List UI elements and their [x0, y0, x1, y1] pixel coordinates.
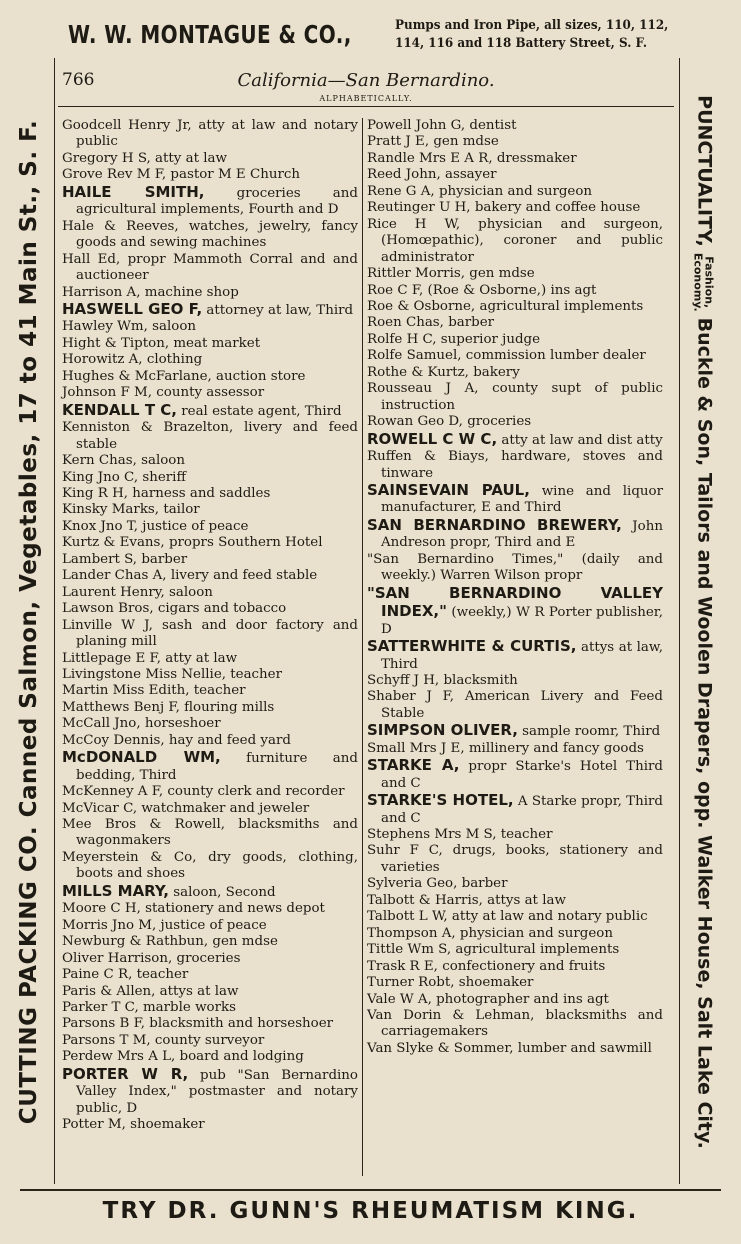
directory-entry [62, 683, 358, 699]
directory-entry [62, 784, 358, 800]
entry-description: auction store [211, 368, 306, 384]
entry-name: Mee Bros & Rowell, [62, 817, 225, 833]
entry-description: attorney at law, Third [202, 302, 354, 318]
left-ad-text: CUTTING PACKING CO. Canned Salmon, Vegetables, 17 to 41 Main St., S. F. [16, 119, 42, 1125]
entry-description: sample roomr, Third [517, 724, 661, 740]
entry-name: McDONALD WM, [62, 748, 221, 767]
entry-name: Lambert S, [62, 551, 138, 567]
entry-name: Tittle Wm S, [367, 942, 452, 958]
directory-entry [367, 283, 663, 299]
directory-entry [367, 992, 663, 1008]
entry-name: Randle Mrs E A R, [367, 150, 493, 166]
entry-name: King R H, [62, 485, 129, 501]
entry-description: atty at law and notary public [76, 118, 358, 150]
entry-name: Kenniston & Brazelton, [62, 420, 234, 436]
column-divider [362, 118, 363, 1176]
left-column [62, 118, 358, 1134]
directory-entry [62, 601, 358, 617]
directory-entry [62, 700, 358, 716]
directory-entry [62, 716, 358, 732]
directory-entry [62, 486, 358, 502]
entry-description: pub "San Bernardino Valley Index," postmaster and notary public, D [76, 1067, 358, 1116]
directory-entry [367, 876, 663, 892]
directory-entry [367, 975, 663, 991]
entry-name: Shaber J F, [367, 689, 455, 705]
directory-entry [367, 449, 663, 482]
directory-entry [62, 319, 358, 335]
directory-entry [62, 1066, 358, 1117]
directory-entry [367, 926, 663, 942]
entry-name: McKenney A F, [62, 784, 164, 800]
directory-entry [62, 369, 358, 385]
entry-name: Hawley Wm, [62, 319, 148, 335]
entry-description: hay and feed yard [164, 732, 291, 748]
entry-name: Horowitz A, [62, 352, 143, 368]
entry-name: King Jno C, [62, 469, 139, 485]
top-ad-line-2: 114, 116 and 118 Battery Street, S. F. [395, 36, 647, 51]
entry-description: county clerk and recorder [163, 784, 345, 800]
entry-description: groceries [172, 950, 241, 966]
entry-description: sash and door factory and planing mill [76, 617, 358, 650]
directory-entry [367, 299, 663, 315]
entry-description: gen mdse [208, 934, 278, 950]
directory-entry [367, 381, 663, 414]
directory-entry [62, 651, 358, 667]
right-ad-fashion: Fashion, [702, 256, 716, 309]
directory-entry [367, 365, 663, 381]
directory-entry [62, 420, 358, 453]
entry-description: saloon, Second [169, 884, 276, 900]
entry-name: Gregory H S, [62, 150, 151, 166]
entry-name: Roe C F, [367, 282, 424, 298]
entry-name: SAN BERNARDINO BREWERY, [367, 515, 622, 534]
directory-entry [62, 618, 358, 651]
left-margin-advertisement [6, 60, 52, 1184]
directory-entry [62, 352, 358, 368]
entry-name: "SAN BERNARDINO VALLEY INDEX," [367, 583, 663, 621]
entry-name: Matthews Benj F, [62, 699, 180, 715]
entry-description: stationery and news depot [140, 901, 325, 917]
entry-description: photographer and ins agt [431, 991, 609, 1007]
entry-name: Goodcell Henry Jr, [62, 118, 192, 133]
entry-name: Newburg & Rathbun, [62, 934, 209, 950]
entry-name: Lawson Bros, [62, 601, 154, 617]
entry-description: shoemaker [454, 975, 534, 991]
entry-name: Vale W A, [367, 991, 432, 1007]
entry-name: Rothe & Kurtz, [367, 364, 469, 380]
entry-name: Rene G A, [367, 183, 435, 199]
entry-description: clothing [142, 352, 203, 368]
top-ad-line-1: Pumps and Iron Pipe, all sizes, 110, 112, [395, 18, 669, 33]
entry-description: attys at law [482, 892, 566, 908]
entry-description: livery and feed stable [166, 568, 318, 584]
entry-name: Kurtz & Evans, [62, 535, 165, 551]
directory-entry [62, 967, 358, 983]
directory-entry [62, 934, 358, 950]
entry-description: blacksmiths and wagonmakers [76, 817, 358, 849]
directory-entry [62, 470, 358, 486]
entry-description: pastor M E Church [166, 167, 300, 183]
right-column [367, 118, 663, 1057]
entry-name: Martin Miss Edith, [62, 683, 190, 699]
directory-entry [367, 792, 663, 827]
entry-description: blacksmith and horseshoer [145, 1016, 334, 1032]
entry-name: PORTER W R, [62, 1064, 189, 1083]
entry-name: McVicar C, [62, 800, 138, 816]
entry-name: SIMPSON OLIVER, [367, 721, 518, 740]
entry-description: agricultural implements [451, 942, 620, 958]
entry-name: Stephens Mrs M S, [367, 827, 497, 843]
directory-entry [367, 843, 663, 876]
directory-entry [62, 733, 358, 749]
entry-description: county assessor [152, 385, 265, 401]
entry-description: teacher [189, 683, 246, 699]
entry-description: commission lumber dealer [461, 348, 646, 364]
entry-description: groceries and agricultural implements, Fourth and D [76, 185, 358, 218]
directory-entry [367, 959, 663, 975]
entry-description: harness and saddles [128, 485, 271, 501]
directory-entry [62, 118, 358, 151]
entry-description: dry goods, clothing, boots and shoes [76, 849, 358, 882]
entry-name: STARKE'S HOTEL, [367, 791, 514, 810]
entry-description: A Starke propr, Third and C [381, 794, 663, 826]
directory-entry [62, 1016, 358, 1032]
entry-description: justice of peace [156, 917, 267, 933]
entry-description: propr Mammoth Corral and and auctioneer [76, 251, 358, 284]
entry-description: lumber and sawmill [513, 1040, 652, 1056]
directory-entry [62, 585, 358, 601]
directory-entry [367, 167, 663, 183]
page-subtitle: ALPHABETICALLY. [319, 94, 413, 103]
entry-name: MILLS MARY, [62, 881, 169, 900]
entry-name: Thompson A, [367, 925, 456, 941]
entry-name: Small Mrs J E, [367, 740, 465, 756]
directory-entry [367, 893, 663, 909]
directory-entry [367, 217, 663, 266]
directory-entry [367, 315, 663, 331]
directory-entry [367, 909, 663, 925]
entry-description: atty at law and dist atty [497, 432, 663, 448]
entry-description: furniture and bedding, Third [76, 751, 358, 783]
entry-name: Linville W J, [62, 617, 153, 633]
entry-name: STARKE A, [367, 756, 460, 775]
entry-name: Hight & Tipton, [62, 335, 170, 351]
directory-entry [62, 1000, 358, 1016]
entry-name: Parsons B F, [62, 1016, 146, 1032]
entry-description: livery and feed stable [76, 420, 358, 452]
entry-name: Perdew Mrs A L, [62, 1049, 176, 1065]
entry-name: Paris & Allen, [62, 983, 156, 999]
entry-description: cigars and tobacco [153, 601, 287, 617]
directory-entry [62, 552, 358, 568]
directory-entry [62, 1117, 358, 1133]
entry-name: Potter M, [62, 1117, 126, 1133]
bottom-rule [20, 1189, 721, 1191]
entry-description: shoemaker [125, 1117, 205, 1133]
right-ad-punctuality: PUNCTUALITY, [693, 95, 716, 247]
directory-entry [367, 431, 663, 449]
entry-description: teacher [226, 666, 283, 682]
directory-entry [62, 219, 358, 252]
directory-entry [367, 741, 663, 757]
entry-description: hardware, stoves and tinware [381, 449, 663, 481]
directory-entry [62, 535, 358, 551]
entry-description: physician and surgeon [434, 183, 593, 199]
directory-entry [367, 200, 663, 216]
right-ad-small-block [693, 253, 715, 312]
directory-entry [62, 667, 358, 683]
directory-entry [62, 402, 358, 420]
right-ad-economy: Economy. [691, 252, 705, 312]
entry-description: sheriff [138, 469, 186, 485]
entry-description: dressmaker [492, 150, 577, 166]
directory-entry [367, 552, 663, 585]
directory-entry [62, 901, 358, 917]
entry-name: Sylveria Geo, [367, 876, 458, 892]
entry-description: (Roe & Osborne,) ins agt [423, 282, 597, 298]
directory-entry [367, 757, 663, 792]
entry-name: Knox Jno T, [62, 518, 139, 534]
entry-name: SAINSEVAIN PAUL, [367, 480, 530, 499]
entry-description: (daily and weekly.) Warren Wilson propr [381, 551, 663, 584]
entry-name: Lander Chas A, [62, 568, 167, 584]
directory-entry [367, 348, 663, 364]
directory-entry [62, 453, 358, 469]
entry-description: confectionery and fruits [437, 958, 606, 974]
entry-description: county surveyor [150, 1032, 265, 1048]
entry-name: Morris Jno M, [62, 917, 157, 933]
entry-description: machine shop [140, 284, 239, 300]
page-header [56, 68, 676, 110]
directory-entry [367, 151, 663, 167]
directory-entry [367, 332, 663, 348]
entry-name: Rice H W, [367, 216, 461, 232]
entry-name: Rowan Geo D, [367, 414, 463, 430]
entry-name: Hughes & McFarlane, [62, 368, 212, 384]
entry-description: barber [443, 315, 495, 331]
entry-description: tailor [159, 502, 200, 518]
entry-description: John Andreson propr, Third and E [381, 518, 663, 551]
directory-entry [62, 519, 358, 535]
directory-entry [62, 918, 358, 934]
entry-description: dentist [465, 118, 517, 133]
right-ad-rest: Buckle & Son, Tailors and Woolen Drapers, opp. Walker House, Salt Lake City. [693, 317, 716, 1149]
entry-name: Harrison A, [62, 284, 141, 300]
entry-name: ROWELL C W C, [367, 429, 498, 448]
entry-name: Turner Robt, [367, 975, 455, 991]
entry-name: Kern Chas, [62, 453, 137, 469]
directory-entry [367, 673, 663, 689]
entry-name: "San Bernardino Times," [367, 551, 564, 567]
entry-name: Roe & Osborne, [367, 298, 476, 314]
entry-description: assayer [440, 167, 497, 183]
entry-name: KENDALL T C, [62, 400, 177, 419]
entry-name: Livingstone Miss Nellie, [62, 666, 227, 682]
entry-description: physician and surgeon, (Homœpathic), coroner and public administrator [381, 216, 663, 265]
directory-entry [367, 689, 663, 722]
entry-name: Ruffen & Biays, [367, 449, 489, 465]
entry-description: drugs, books, stationery and varieties [381, 843, 663, 875]
entry-name: Oliver Harrison, [62, 950, 173, 966]
directory-entry [367, 722, 663, 740]
right-ad-text [693, 95, 716, 1149]
entry-description: watchmaker and jeweler [137, 800, 310, 816]
page-title: California—San Bernardino. [237, 70, 495, 91]
entry-name: Rolfe Samuel, [367, 348, 462, 364]
top-advertisement [60, 14, 680, 56]
entry-description: county supt of public instruction [381, 381, 663, 413]
directory-entry [62, 184, 358, 219]
entry-description: gen mdse [429, 134, 499, 150]
entry-description: propr Starke's Hotel Third and C [381, 759, 663, 791]
entry-description: attys at law [155, 983, 239, 999]
entry-description: horseshoer [140, 716, 221, 732]
entry-description: groceries [462, 414, 532, 430]
entry-name: Johnson F M, [62, 385, 153, 401]
entry-name: Van Slyke & Sommer, [367, 1040, 514, 1056]
entry-name: McCoy Dennis, [62, 732, 165, 748]
entry-description: wine and liquor manufacturer, E and Third [381, 483, 664, 516]
entry-name: Schyff J H, [367, 672, 440, 688]
entry-name: Moore C H, [62, 901, 141, 917]
entry-name: Rittler Morris, [367, 266, 465, 282]
entry-name: Laurent Henry, [62, 584, 165, 600]
entry-name: Parker T C, [62, 1000, 139, 1016]
directory-entry [367, 1008, 663, 1041]
directory-entry [367, 482, 663, 517]
directory-entry [62, 801, 358, 817]
directory-entry [367, 134, 663, 150]
entry-name: Rousseau J A, [367, 381, 479, 397]
directory-entry [62, 850, 358, 883]
entry-name: Reed John, [367, 167, 441, 183]
directory-entry [62, 301, 358, 319]
entry-name: Littlepage E F, [62, 650, 161, 666]
entry-name: Paine C R, [62, 967, 133, 983]
entry-description: blacksmiths and carriagemakers [381, 1008, 663, 1040]
directory-entry [367, 184, 663, 200]
entry-name: McCall Jno, [62, 716, 141, 732]
directory-entry [62, 385, 358, 401]
directory-entry [367, 517, 663, 552]
entry-description: blacksmith [439, 672, 518, 688]
entry-name: Reutinger U H, [367, 200, 471, 216]
entry-description: saloon [147, 319, 197, 335]
directory-entry [62, 151, 358, 167]
directory-entry [62, 951, 358, 967]
entry-name: Kinsky Marks, [62, 502, 160, 518]
entry-description: meat market [169, 335, 261, 351]
directory-entry [62, 336, 358, 352]
header-rule [58, 106, 674, 107]
entry-name: Grove Rev M F, [62, 167, 167, 183]
entry-name: Talbott & Harris, [367, 892, 483, 908]
entry-description: barber [137, 551, 188, 567]
entry-name: SATTERWHITE & CURTIS, [367, 637, 577, 656]
bottom-advertisement: TRY DR. GUNN'S RHEUMATISM KING. [102, 1198, 639, 1224]
entry-description: atty at law [150, 150, 227, 166]
entry-description: flouring mills [179, 699, 275, 715]
directory-entry [62, 883, 358, 901]
entry-name: Hall Ed, [62, 251, 121, 267]
entry-name: Roen Chas, [367, 315, 444, 331]
directory-entry [62, 984, 358, 1000]
directory-entry [62, 817, 358, 850]
entry-name: Talbott L W, [367, 909, 448, 925]
directory-entry [62, 568, 358, 584]
entry-description: watches, jewelry, fancy goods and sewing machines [76, 218, 358, 251]
entry-description: justice of peace [138, 518, 249, 534]
entry-description: board and lodging [175, 1049, 304, 1065]
entry-description: attys at law, Third [381, 640, 663, 672]
entry-name: HASWELL GEO F, [62, 299, 203, 318]
entry-description: millinery and fancy goods [464, 740, 644, 756]
entry-description: marble works [138, 1000, 236, 1016]
entry-description: (weekly,) W R Porter publisher, D [381, 605, 663, 637]
directory-entry [367, 118, 663, 134]
entry-description: teacher [496, 827, 553, 843]
entry-description: superior judge [436, 331, 541, 347]
entry-name: Trask R E, [367, 958, 438, 974]
entry-description: agricultural implements [475, 298, 644, 314]
directory-entry [367, 638, 663, 673]
entry-description: saloon [164, 584, 213, 600]
entry-name: HAILE SMITH, [62, 182, 205, 201]
entry-name: Rolfe H C, [367, 331, 437, 347]
page-number: 766 [62, 70, 95, 90]
top-ad-firm: W. W. MONTAGUE & CO., [68, 20, 352, 49]
entry-description: gen mdse [464, 266, 535, 282]
directory-entry [62, 502, 358, 518]
entry-description: real estate agent, Third [176, 403, 342, 419]
directory-entry [62, 749, 358, 784]
directory-entry [62, 285, 358, 301]
entry-description: American Livery and Feed Stable [381, 689, 663, 721]
entry-description: teacher [132, 967, 189, 983]
directory-entry [62, 1033, 358, 1049]
entry-description: atty at law and notary public [447, 909, 648, 925]
entry-description: proprs Southern Hotel [164, 535, 323, 551]
directory-entry [367, 827, 663, 843]
entry-name: Van Dorin & Lehman, [367, 1008, 535, 1024]
entry-name: Powell John G, [367, 118, 466, 133]
directory-entry [367, 942, 663, 958]
directory-entry [62, 167, 358, 183]
directory-entry [367, 1041, 663, 1057]
entry-description: bakery [468, 364, 520, 380]
directory-entry [367, 266, 663, 282]
entry-description: saloon [136, 453, 185, 469]
directory-entry [367, 414, 663, 430]
entry-name: Pratt J E, [367, 134, 430, 150]
entry-description: barber [457, 876, 508, 892]
entry-name: Meyerstein & Co, [62, 849, 197, 865]
entry-name: Hale & Reeves, [62, 218, 179, 234]
entry-description: atty at law [160, 650, 238, 666]
directory-entry [62, 252, 358, 285]
directory-entry [62, 1049, 358, 1065]
entry-description: bakery and coffee house [470, 200, 641, 216]
right-margin-advertisement [680, 60, 728, 1184]
directory-entry [367, 585, 663, 638]
entry-name: Suhr F C, [367, 843, 443, 859]
entry-description: physician and surgeon [455, 925, 613, 941]
entry-name: Parsons T M, [62, 1032, 151, 1048]
